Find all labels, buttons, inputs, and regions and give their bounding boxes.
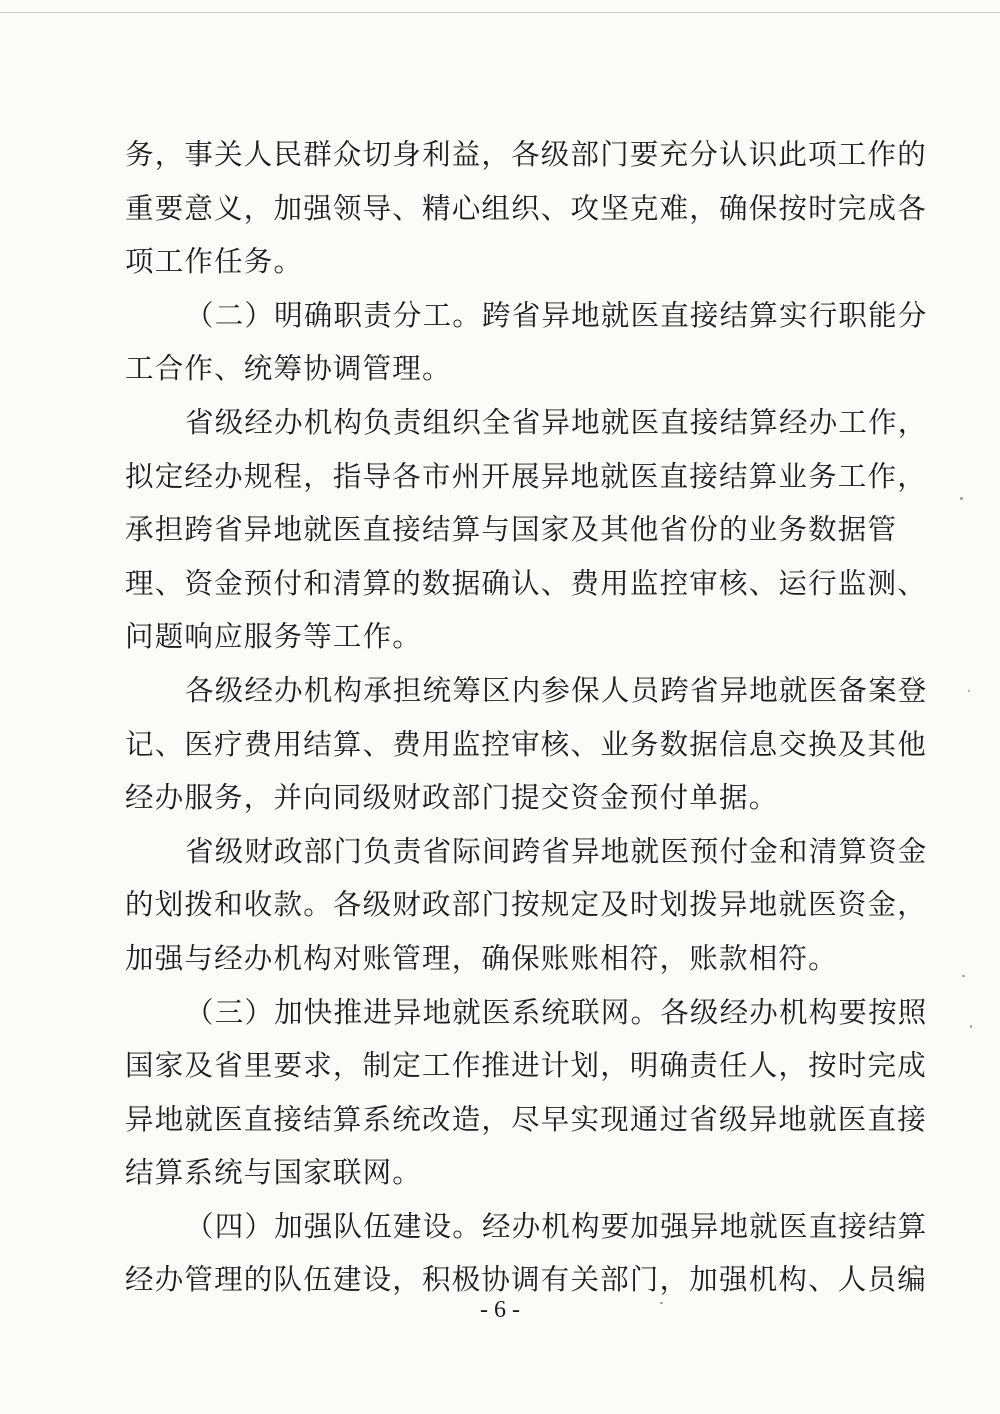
text-line: 理、资金预付和清算的数据确认、费用监控审核、运行监测、 — [125, 566, 927, 600]
page-number: - 6 - — [480, 1297, 520, 1323]
paragraph — [125, 825, 928, 986]
text-line: 经办管理的队伍建设，积极协调有关部门，加强机构、人员编 — [125, 1263, 927, 1297]
paragraph — [125, 1200, 928, 1307]
text-line: 国家及省里要求，制定工作推进计划，明确责任人，按时完成 — [125, 1049, 927, 1083]
text-line: （二）明确职责分工。跨省异地就医直接结算实行职能分 — [185, 298, 928, 332]
text-line: 经办服务，并向同级财政部门提交资金预付单据。 — [125, 781, 779, 815]
text-line: 省级财政部门负责省际间跨省异地就医预付金和清算资金 — [185, 834, 928, 868]
paragraph — [125, 128, 927, 289]
text-line: 拟定经办规程，指导各市州开展异地就医直接结算业务工作， — [125, 459, 927, 493]
text-line: 省级经办机构负责组织全省异地就医直接结算经办工作， — [185, 405, 928, 439]
text-line: 的划拨和收款。各级财政部门按规定及时划拨异地就医资金， — [125, 888, 927, 922]
text-line: 承担跨省异地就医直接结算与国家及其他省份的业务数据管 — [125, 513, 898, 547]
document-body — [125, 128, 928, 1307]
paragraph — [125, 396, 928, 664]
paragraph — [125, 986, 928, 1200]
scan-speck — [960, 497, 963, 500]
text-line: 问题响应服务等工作。 — [125, 620, 423, 654]
text-line: 记、医疗费用结算、费用监控审核、业务数据信息交换及其他 — [125, 727, 927, 761]
text-line: （三）加快推进异地就医系统联网。各级经办机构要按照 — [185, 995, 928, 1029]
text-line: 异地就医直接结算系统改造，尽早实现通过省级异地就医直接 — [125, 1102, 927, 1136]
scan-speck — [968, 690, 970, 692]
paragraph — [125, 289, 928, 396]
scan-speck — [962, 975, 965, 977]
scan-speck — [970, 1025, 972, 1028]
text-line: 工合作、统筹协调管理。 — [125, 352, 452, 386]
text-line: 各级经办机构承担统筹区内参保人员跨省异地就医备案登 — [185, 673, 928, 707]
text-line: （四）加强队伍建设。经办机构要加强异地就医直接结算 — [185, 1209, 928, 1243]
text-line: 重要意义，加强领导、精心组织、攻坚克难，确保按时完成各 — [125, 191, 927, 225]
text-line: 加强与经办机构对账管理，确保账账相符，账款相符。 — [125, 941, 838, 975]
scan-speck — [660, 1302, 663, 1304]
text-line: 结算系统与国家联网。 — [125, 1156, 423, 1190]
text-line: 务，事关人民群众切身利益，各级部门要充分认识此项工作的 — [125, 138, 927, 171]
paragraph — [125, 664, 928, 825]
text-line: 项工作任务。 — [125, 245, 304, 279]
scan-top-edge — [0, 12, 1000, 13]
